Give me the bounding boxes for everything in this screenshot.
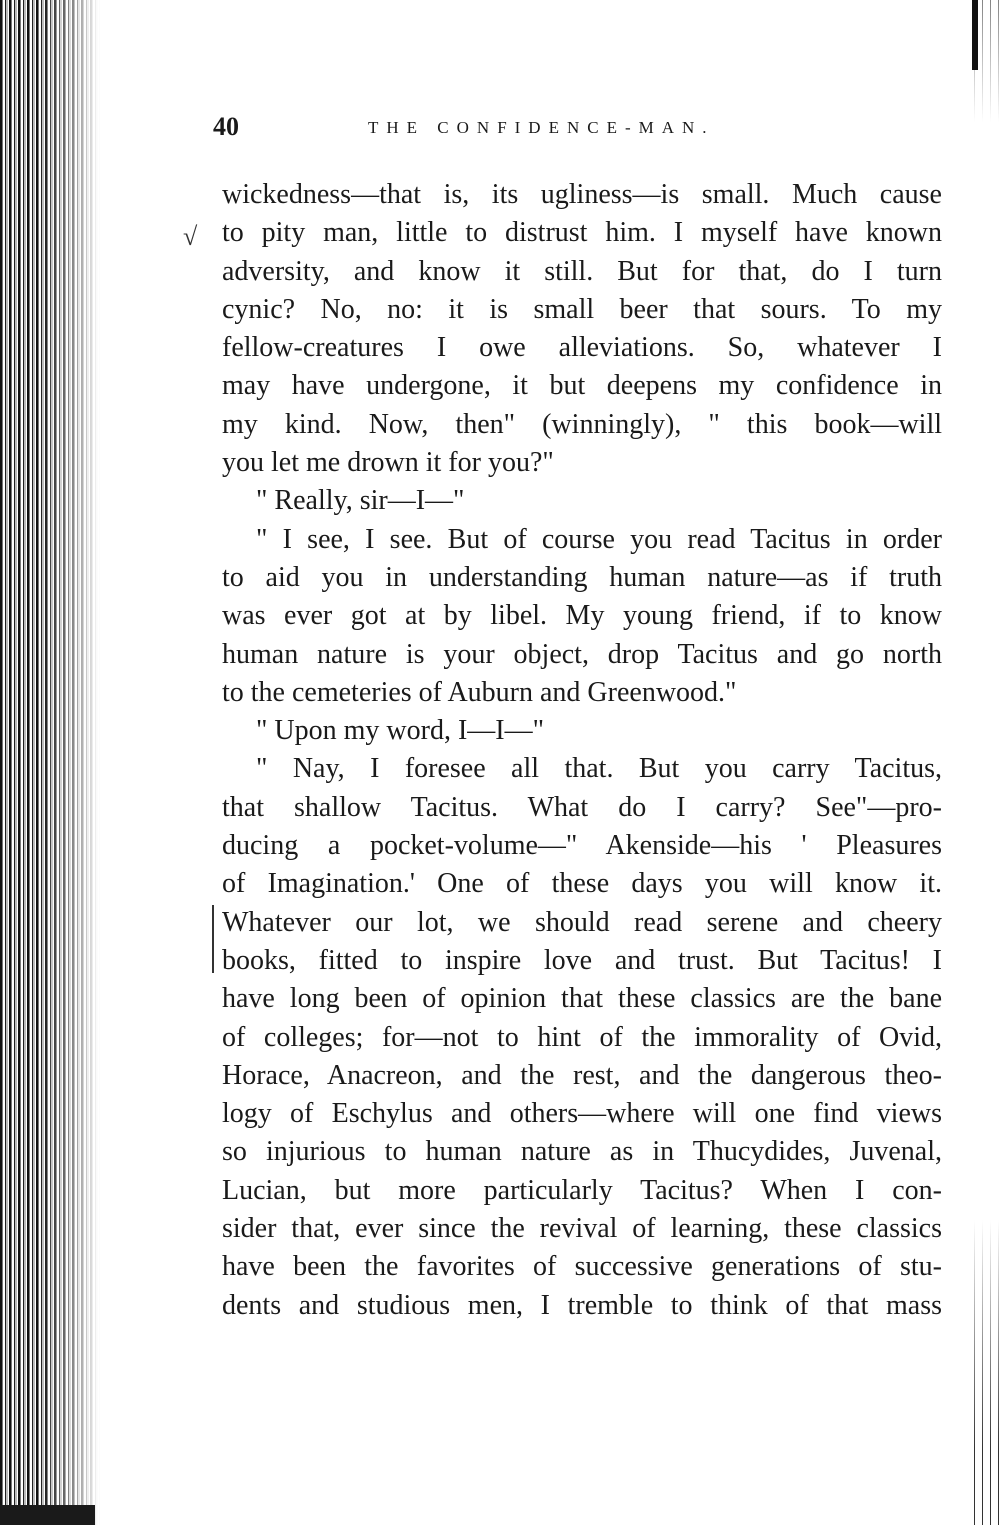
text-line: that shallow Tacitus. What do I carry? See"—pro- (222, 791, 942, 823)
text-line: my kind. Now, then" (winningly), " this book—will (222, 408, 942, 440)
text-line: " Really, sir—I—" (256, 485, 465, 517)
text-line: " I see, I see. But of course you read Tacitus in order (256, 523, 942, 555)
page-header (213, 112, 953, 148)
running-head: THE CONFIDENCE-MAN. (368, 118, 715, 137)
text-line: dents and studious men, I tremble to think of that mass (222, 1289, 942, 1321)
text-line: ducing a pocket-volume—" Akenside—his ' Pleasures (222, 830, 942, 862)
text-line: have long been of opinion that these classics are the bane (222, 983, 942, 1015)
text-line: adversity, and know it still. But for that, do I turn (222, 255, 942, 287)
page-body-text (222, 176, 942, 1325)
text-line: sider that, ever since the revival of learning, these classics (222, 1213, 942, 1245)
margin-check-mark: √ (183, 222, 198, 251)
text-line: may have undergone, it but deepens my confidence in (222, 370, 942, 402)
book-spine-edge (0, 0, 100, 1525)
text-line: Whatever our lot, we should read serene and cheery (222, 906, 942, 938)
text-line: wickedness—that is, its ugliness—is small. Much cause (222, 179, 942, 210)
text-line: so injurious to human nature as in Thucydides, Juvenal, (222, 1136, 942, 1168)
text-line: " Nay, I foresee all that. But you carry Tacitus, (256, 753, 942, 785)
text-line: you let me drown it for you?" (222, 447, 554, 479)
text-line: fellow-creatures I owe alleviations. So, whatever I (222, 332, 942, 364)
text-line: Lucian, but more particularly Tacitus? When I con- (222, 1174, 942, 1206)
page-right-bar (972, 0, 978, 70)
text-line: logy of Eschylus and others—where will one find views (222, 1098, 942, 1130)
text-line: have been the favorites of successive generations of stu- (222, 1251, 942, 1283)
text-line: human nature is your object, drop Tacitus and go north (222, 638, 942, 670)
page-number: 40 (213, 112, 239, 141)
text-line: was ever got at by libel. My young friend, if to know (222, 600, 942, 632)
text-line: of Imagination.' One of these days you will know it. (222, 868, 942, 900)
margin-bracket-mark (212, 905, 216, 973)
text-line: " Upon my word, I—I—" (256, 715, 545, 747)
text-line: to aid you in understanding human nature—as if truth (222, 561, 942, 593)
text-line: of colleges; for—not to hint of the immorality of Ovid, (222, 1021, 942, 1053)
text-line: books, fitted to inspire love and trust. But Tacitus! I (222, 944, 942, 976)
spine-shadow (0, 1505, 95, 1525)
text-line: to pity man, little to distrust him. I myself have known (222, 217, 942, 249)
text-line: to the cemeteries of Auburn and Greenwood." (222, 676, 737, 708)
text-line: cynic? No, no: it is small beer that sours. To my (222, 293, 942, 325)
text-line: Horace, Anacreon, and the rest, and the dangerous theo- (222, 1059, 942, 1091)
page-right-edge (970, 0, 1000, 1525)
